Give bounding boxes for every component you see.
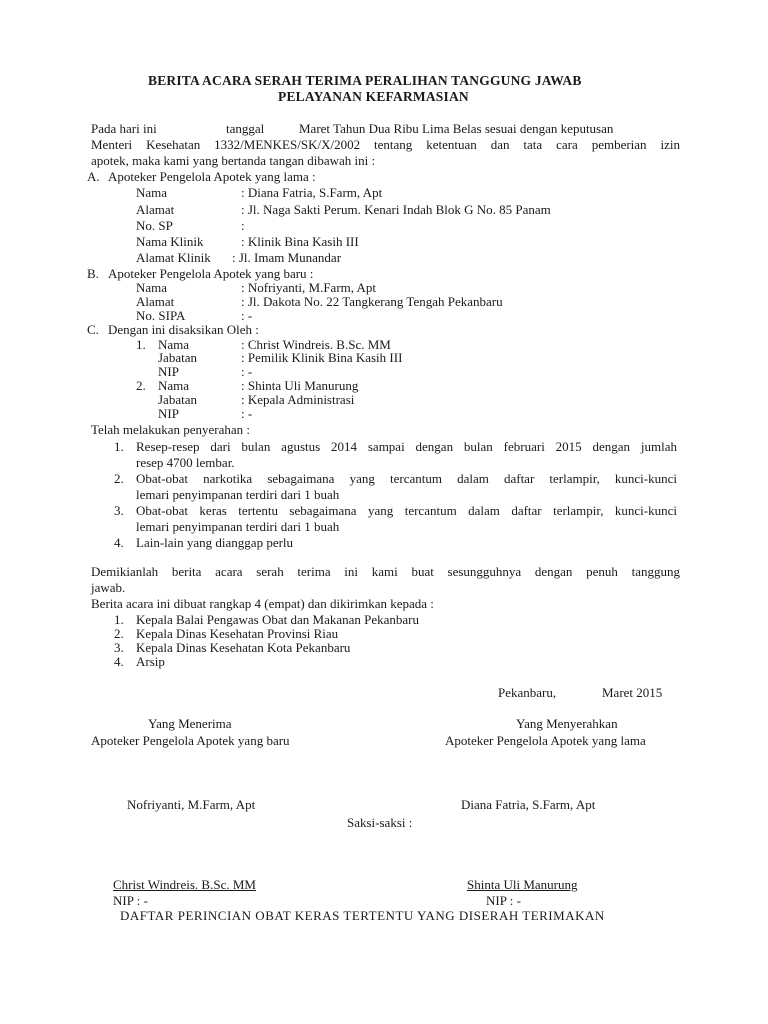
- section-b-marker: B.: [87, 266, 99, 281]
- witness-2-nip-label: NIP: [158, 406, 179, 421]
- recipient-2-number: 2.: [114, 626, 124, 641]
- intro-line1-date: tanggal: [226, 121, 265, 136]
- witness-1-number: 1.: [136, 337, 146, 352]
- handover-item-2-line2: lemari penyimpanan terdiri dari 1 buah: [136, 487, 340, 502]
- witness-2-signature-name: Shinta Uli Manurung: [467, 877, 578, 892]
- section-a-sp-value: :: [241, 218, 245, 233]
- witness-1-nip-value: : -: [241, 364, 253, 379]
- section-b-name-label: Nama: [136, 280, 168, 295]
- section-a-address-value: : Jl. Naga Sakti Perum. Kenari Indah Blok G No. 85 Panam: [241, 202, 551, 217]
- recipient-2-text: Kepala Dinas Kesehatan Provinsi Riau: [136, 626, 339, 641]
- recipient-1-text: Kepala Balai Pengawas Obat dan Makanan Pekanbaru: [136, 612, 420, 627]
- handover-item-2-line1: Obat-obat narkotika sebagaimana yang tercantum dalam daftar terlampir, kunci-kunci: [136, 471, 677, 486]
- recipient-1-number: 1.: [114, 612, 124, 627]
- giver-name: Diana Fatria, S.Farm, Apt: [461, 797, 596, 812]
- witness-2-position-value: : Kepala Administrasi: [241, 392, 355, 407]
- witness-1-name-value: : Christ Windreis. B.Sc. MM: [241, 337, 391, 352]
- receiver-name: Nofriyanti, M.Farm, Apt: [127, 797, 256, 812]
- witness-1-name-label: Nama: [158, 337, 190, 352]
- handover-heading: Telah melakukan penyerahan :: [91, 422, 250, 437]
- section-c-marker: C.: [87, 322, 99, 337]
- closing-line2: jawab.: [91, 580, 126, 595]
- handover-item-3-line2: lemari penyimpanan terdiri dari 1 buah: [136, 519, 340, 534]
- witness-1-position-label: Jabatan: [158, 350, 197, 365]
- handover-item-3-line1: Obat-obat keras tertentu sebagaimana yang tercantum dalam daftar terlampir, kunci-kunci: [136, 503, 677, 518]
- witness-2-number: 2.: [136, 378, 146, 393]
- section-b-sipa-value: : -: [241, 308, 253, 323]
- section-a-clinic-label: Nama Klinik: [136, 234, 204, 249]
- signature-place: Pekanbaru,: [498, 685, 557, 700]
- witness-1-nip-label: NIP: [158, 364, 179, 379]
- handover-item-4-number: 4.: [114, 535, 124, 550]
- witness-2-name-value: : Shinta Uli Manurung: [241, 378, 359, 393]
- witness-2-signature-nip: NIP : -: [486, 893, 521, 908]
- receiver-title: Apoteker Pengelola Apotek yang baru: [91, 733, 290, 748]
- recipient-4-text: Arsip: [136, 654, 165, 669]
- section-c-heading: Dengan ini disaksikan Oleh :: [108, 322, 259, 337]
- document-title-line1: BERITA ACARA SERAH TERIMA PERALIHAN TANGGUNG JAWAB: [148, 73, 582, 88]
- intro-line2: Menteri Kesehatan 1332/MENKES/SK/X/2002 tentang ketentuan dan tata cara pemberian izin: [91, 137, 680, 152]
- giver-title: Apoteker Pengelola Apotek yang lama: [445, 733, 646, 748]
- handover-item-1-line1: Resep-resep dari bulan agustus 2014 sampai dengan bulan februari 2015 dengan jumlah: [136, 439, 677, 454]
- section-b-sipa-label: No. SIPA: [136, 308, 186, 323]
- witness-1-position-value: : Pemilik Klinik Bina Kasih III: [241, 350, 403, 365]
- receiver-role: Yang Menerima: [148, 716, 232, 731]
- section-b-address-value: : Jl. Dakota No. 22 Tangkerang Tengah Pekanbaru: [241, 294, 503, 309]
- section-a-name-label: Nama: [136, 185, 168, 200]
- intro-line1-day: Pada hari ini: [91, 121, 157, 136]
- closing-line3: Berita acara ini dibuat rangkap 4 (empat) dan dikirimkan kepada :: [91, 596, 434, 611]
- handover-item-1-line2: resep 4700 lembar.: [136, 455, 235, 470]
- document-title-line2: PELAYANAN KEFARMASIAN: [278, 89, 469, 104]
- witness-1-signature-nip: NIP : -: [113, 893, 148, 908]
- section-b-heading: Apoteker Pengelola Apotek yang baru :: [108, 266, 314, 281]
- section-a-marker: A.: [87, 169, 100, 184]
- intro-line3: apotek, maka kami yang bertanda tangan dibawah ini :: [91, 153, 376, 168]
- handover-item-2-number: 2.: [114, 471, 124, 486]
- section-a-address-label: Alamat: [136, 202, 175, 217]
- section-a-heading: Apoteker Pengelola Apotek yang lama :: [108, 169, 316, 184]
- handover-item-3-number: 3.: [114, 503, 124, 518]
- witness-2-name-label: Nama: [158, 378, 190, 393]
- section-a-clinic-address-label: Alamat Klinik: [136, 250, 211, 265]
- intro-line1-rest: Maret Tahun Dua Ribu Lima Belas sesuai dengan keputusan: [299, 121, 614, 136]
- signature-date: Maret 2015: [602, 685, 663, 700]
- witness-2-position-label: Jabatan: [158, 392, 197, 407]
- witness-2-nip-value: : -: [241, 406, 253, 421]
- section-a-clinic-value: : Klinik Bina Kasih III: [241, 234, 359, 249]
- handover-item-4-line1: Lain-lain yang dianggap perlu: [136, 535, 294, 550]
- attachment-list-heading: DAFTAR PERINCIAN OBAT KERAS TERTENTU YANG DISERAH TERIMAKAN: [120, 908, 605, 923]
- giver-role: Yang Menyerahkan: [516, 716, 618, 731]
- section-b-name-value: : Nofriyanti, M.Farm, Apt: [241, 280, 377, 295]
- section-a-clinic-address-value: : Jl. Imam Munandar: [232, 250, 342, 265]
- section-a-name-value: : Diana Fatria, S.Farm, Apt: [241, 185, 383, 200]
- section-a-sp-label: No. SP: [136, 218, 173, 233]
- recipient-3-text: Kepala Dinas Kesehatan Kota Pekanbaru: [136, 640, 351, 655]
- witnesses-label: Saksi-saksi :: [347, 815, 413, 830]
- closing-line1: Demikianlah berita acara serah terima ini kami buat sesungguhnya dengan penuh tanggung: [91, 564, 680, 579]
- witness-1-signature-name: Christ Windreis. B.Sc. MM: [113, 877, 256, 892]
- handover-item-1-number: 1.: [114, 439, 124, 454]
- recipient-3-number: 3.: [114, 640, 124, 655]
- section-b-address-label: Alamat: [136, 294, 175, 309]
- recipient-4-number: 4.: [114, 654, 124, 669]
